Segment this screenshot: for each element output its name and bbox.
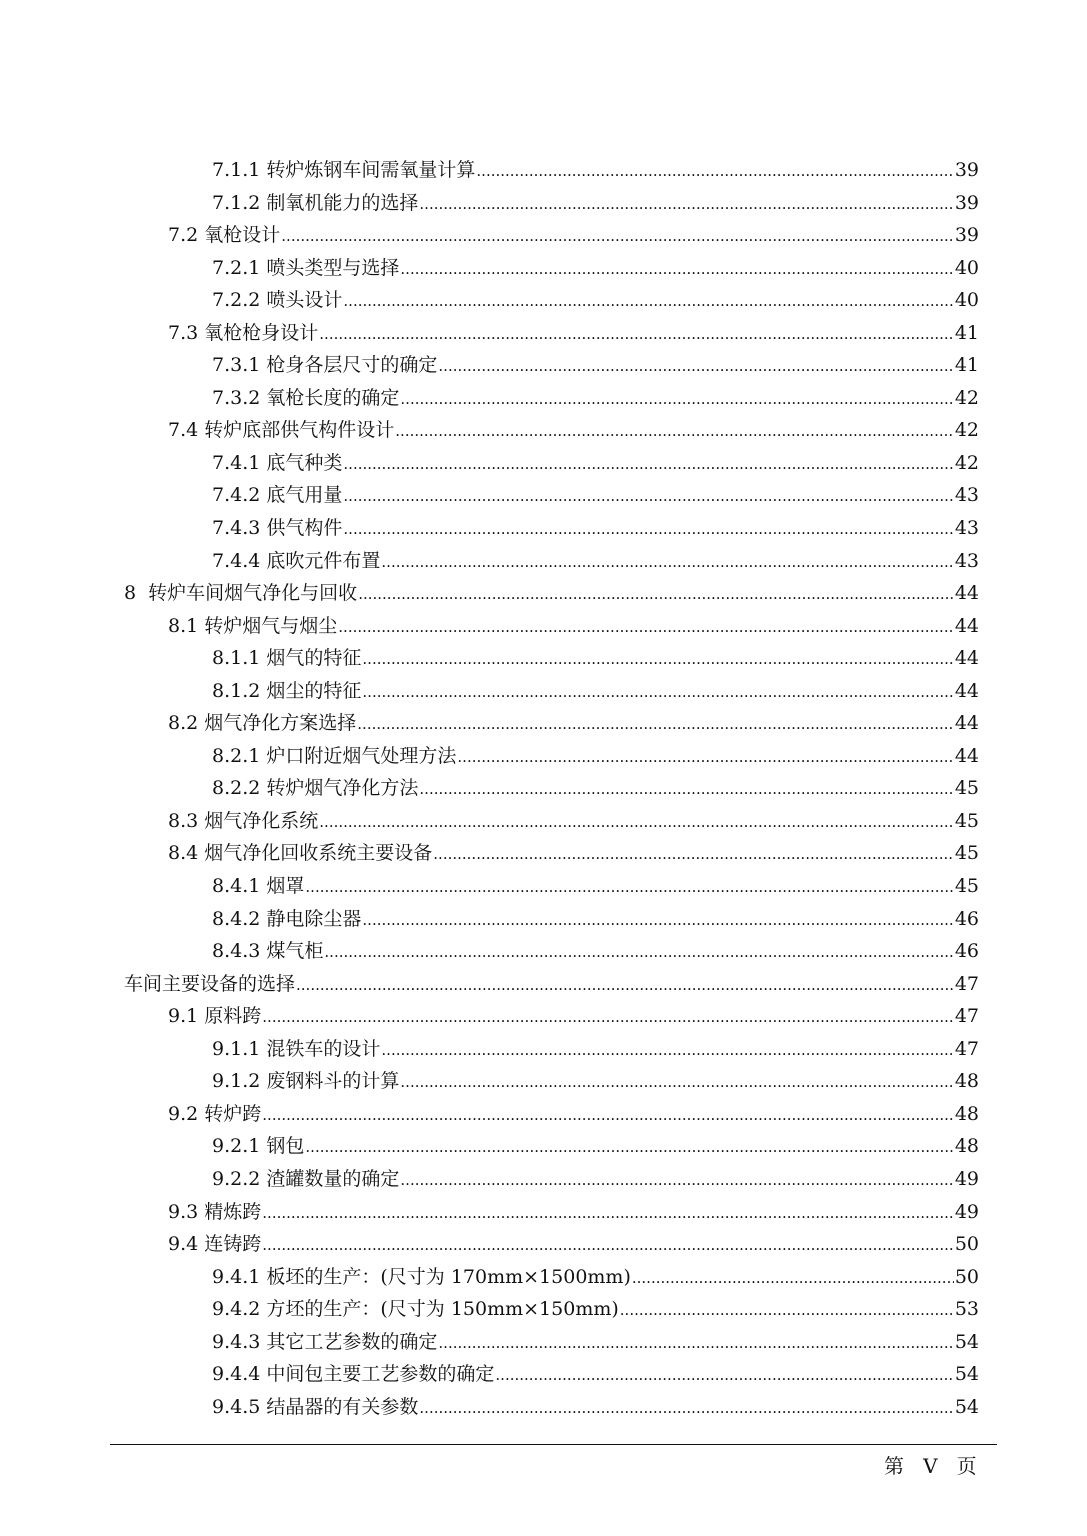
toc-entry-title: 原料跨 (204, 1005, 262, 1028)
toc-entry-title: 结晶器的有关参数 (266, 1395, 419, 1418)
toc-entry-page: 50 (954, 1265, 979, 1288)
toc-entry-number: 8.4.3 (212, 940, 267, 963)
toc-entry-number: 9.3 (168, 1200, 205, 1223)
toc-dot-leader (358, 578, 954, 611)
toc-entry-title: 中间包主要工艺参数的确定 (266, 1363, 495, 1386)
toc-dot-leader (381, 1034, 953, 1067)
toc-entry-number: 9.2.2 (212, 1167, 267, 1190)
toc-entry[interactable] (0, 610, 1087, 643)
toc-entry-page: 40 (954, 256, 979, 279)
toc-entry[interactable] (0, 1293, 1087, 1326)
toc-entry-title: 底吹元件布置 (266, 549, 381, 572)
toc-entry-number: 8.1 (168, 614, 205, 637)
toc-dot-leader (319, 318, 954, 351)
toc-entry[interactable] (0, 1196, 1087, 1229)
toc-entry[interactable] (0, 1163, 1087, 1196)
toc-entry-page: 44 (954, 614, 979, 637)
toc-entry-title: 转炉跨 (204, 1102, 262, 1125)
toc-dot-leader (343, 480, 953, 513)
toc-entry-title: 喷头设计 (266, 289, 343, 312)
toc-entry-page: 44 (954, 582, 979, 605)
toc-dot-leader (381, 546, 953, 579)
toc-entry[interactable] (0, 740, 1087, 773)
toc-entry-title: 氧枪枪身设计 (204, 321, 319, 344)
toc-entry-page: 47 (954, 1005, 979, 1028)
toc-entry-title: 车间主要设备的选择 (124, 972, 296, 995)
toc-entry-number: 8.4.1 (212, 875, 267, 898)
toc-dot-leader (400, 253, 953, 286)
toc-dot-leader (357, 708, 954, 741)
toc-entry-title: 烟罩 (266, 875, 305, 898)
toc-entry-number: 9.4 (168, 1233, 205, 1256)
toc-entry-title: 底气种类 (266, 451, 343, 474)
toc-entry-page: 45 (954, 777, 979, 800)
toc-entry[interactable] (0, 968, 1087, 1001)
toc-entry[interactable] (0, 903, 1087, 936)
table-of-contents (0, 154, 1087, 1423)
toc-dot-leader (296, 969, 954, 1002)
toc-dot-leader (476, 155, 953, 188)
toc-entry-title: 静电除尘器 (266, 907, 362, 930)
toc-entry-page: 42 (954, 451, 979, 474)
toc-entry[interactable] (0, 1326, 1087, 1359)
toc-entry-title: 连铸跨 (204, 1233, 262, 1256)
toc-entry-page: 53 (954, 1298, 979, 1321)
toc-entry-number: 8.2 (168, 712, 205, 735)
toc-entry-page: 39 (954, 224, 979, 247)
footer-page-number: 第 V 页 (884, 1454, 977, 1478)
toc-entry-title: 供气构件 (266, 517, 343, 540)
toc-entry[interactable] (0, 935, 1087, 968)
toc-dot-leader (419, 773, 953, 806)
toc-entry-title: 转炉烟气净化方法 (266, 777, 419, 800)
toc-entry-number: 7.3.1 (212, 354, 267, 377)
toc-entry-title: 转炉底部供气构件设计 (204, 419, 395, 442)
toc-entry-title: 喷头类型与选择 (266, 256, 400, 279)
toc-entry-number: 9.4.2 (212, 1298, 267, 1321)
toc-entry[interactable] (0, 252, 1087, 285)
toc-entry[interactable] (0, 837, 1087, 870)
toc-dot-leader (338, 611, 954, 644)
toc-entry[interactable] (0, 577, 1087, 610)
toc-entry[interactable] (0, 545, 1087, 578)
toc-entry-page: 39 (954, 191, 979, 214)
toc-dot-leader (400, 1164, 953, 1197)
toc-dot-leader (438, 1327, 953, 1360)
toc-entry-page: 46 (954, 940, 979, 963)
toc-dot-leader (324, 936, 953, 969)
toc-entry-number: 7.2.1 (212, 256, 267, 279)
toc-entry-number: 7.1.2 (212, 191, 267, 214)
toc-entry-title: 煤气柜 (266, 940, 324, 963)
toc-entry-number: 7.3.2 (212, 386, 267, 409)
toc-entry-page: 42 (954, 386, 979, 409)
toc-entry-number: 9.1 (168, 1005, 205, 1028)
toc-entry-page: 54 (954, 1363, 979, 1386)
toc-entry[interactable] (0, 284, 1087, 317)
toc-entry-title: 转炉炼钢车间需氧量计算 (266, 159, 476, 181)
toc-dot-leader (400, 383, 953, 416)
toc-entry-page: 42 (954, 419, 979, 442)
toc-entry-number: 7.3 (168, 321, 205, 344)
toc-entry-number: 8.1.1 (212, 647, 267, 670)
toc-entry[interactable] (0, 642, 1087, 675)
toc-entry-title: 钢包 (266, 1135, 305, 1158)
toc-entry-title: 制氧机能力的选择 (266, 191, 419, 214)
toc-entry-number: 9.4.3 (212, 1330, 267, 1353)
toc-entry-page: 49 (954, 1200, 979, 1223)
toc-dot-leader (305, 871, 953, 904)
toc-entry-page: 46 (954, 907, 979, 930)
toc-entry[interactable] (0, 1098, 1087, 1131)
toc-entry-page: 45 (954, 809, 979, 832)
toc-entry-number: 7.2.2 (212, 289, 267, 312)
toc-entry-number: 8.3 (168, 809, 205, 832)
toc-dot-leader (362, 676, 953, 709)
toc-entry-page: 47 (954, 1037, 979, 1060)
toc-entry-number: 7.4 (168, 419, 205, 442)
toc-entry-page: 48 (954, 1135, 979, 1158)
toc-entry-page: 54 (954, 1330, 979, 1353)
toc-entry-title: 转炉车间烟气净化与回收 (148, 582, 358, 605)
toc-entry-number: 8 (124, 582, 149, 605)
toc-entry-title: 烟气的特征 (266, 647, 362, 670)
toc-entry-page: 47 (954, 972, 979, 995)
toc-dot-leader (362, 643, 953, 676)
toc-entry-page: 41 (954, 321, 979, 344)
toc-entry-page: 44 (954, 647, 979, 670)
toc-entry-page: 41 (954, 354, 979, 377)
toc-entry-number: 9.4.4 (212, 1363, 267, 1386)
toc-entry-number: 8.2.1 (212, 744, 267, 767)
toc-entry-page: 40 (954, 289, 979, 312)
toc-entry[interactable] (0, 805, 1087, 838)
toc-dot-leader (262, 1099, 954, 1132)
footer-divider (110, 1444, 997, 1445)
toc-entry[interactable] (0, 1000, 1087, 1033)
toc-dot-leader (620, 1294, 954, 1327)
toc-entry[interactable] (0, 382, 1087, 415)
toc-entry-number: 8.4 (168, 842, 205, 865)
toc-entry-page: 44 (954, 712, 979, 735)
toc-entry-number: 8.4.2 (212, 907, 267, 930)
toc-entry-page: 43 (954, 549, 979, 572)
toc-entry-title: 废钢料斗的计算 (266, 1070, 400, 1093)
toc-entry-number: 9.2 (168, 1102, 205, 1125)
toc-entry-title: 氧枪设计 (204, 224, 281, 247)
toc-entry-number: 7.1.1 (212, 159, 267, 181)
toc-entry-title: 枪身各层尺寸的确定 (266, 354, 438, 377)
toc-entry-title: 烟尘的特征 (266, 679, 362, 702)
toc-dot-leader (495, 1359, 953, 1392)
toc-entry-title: 其它工艺参数的确定 (266, 1330, 438, 1353)
toc-entry-page: 49 (954, 1167, 979, 1190)
toc-dot-leader (262, 1229, 954, 1262)
toc-entry[interactable] (0, 219, 1087, 252)
toc-entry[interactable] (0, 317, 1087, 350)
toc-entry-page: 50 (954, 1233, 979, 1256)
toc-dot-leader (343, 285, 953, 318)
toc-entry-page: 48 (954, 1070, 979, 1093)
toc-entry-title: 渣罐数量的确定 (266, 1167, 400, 1190)
toc-entry-number: 9.2.1 (212, 1135, 267, 1158)
toc-entry-number: 8.1.2 (212, 679, 267, 702)
toc-dot-leader (419, 1392, 953, 1425)
toc-entry-title: 板坯的生产：(尺寸为 170mm×1500mm) (266, 1265, 631, 1288)
toc-entry-title: 底气用量 (266, 484, 343, 507)
toc-dot-leader (262, 1001, 954, 1034)
toc-entry-title: 烟气净化方案选择 (204, 712, 357, 735)
toc-dot-leader (343, 513, 953, 546)
toc-dot-leader (362, 904, 953, 937)
toc-entry[interactable] (0, 414, 1087, 447)
toc-entry-number: 9.4.5 (212, 1395, 267, 1418)
toc-entry-page: 54 (954, 1395, 979, 1418)
toc-entry-page: 43 (954, 484, 979, 507)
toc-dot-leader (433, 838, 954, 871)
toc-entry-title: 转炉烟气与烟尘 (204, 614, 338, 637)
toc-entry-number: 9.1.2 (212, 1070, 267, 1093)
toc-dot-leader (457, 741, 953, 774)
toc-entry-title: 烟气净化系统 (204, 809, 319, 832)
toc-entry[interactable] (0, 870, 1087, 903)
toc-entry[interactable] (0, 1358, 1087, 1391)
toc-entry-page: 44 (954, 679, 979, 702)
toc-entry-page: 43 (954, 517, 979, 540)
toc-entry[interactable] (0, 675, 1087, 708)
toc-entry-number: 7.4.4 (212, 549, 267, 572)
toc-dot-leader (395, 415, 954, 448)
toc-entry-number: 9.4.1 (212, 1265, 267, 1288)
toc-entry-number: 7.4.2 (212, 484, 267, 507)
toc-dot-leader (305, 1131, 953, 1164)
toc-entry-title: 烟气净化回收系统主要设备 (204, 842, 433, 865)
toc-dot-leader (343, 448, 953, 481)
toc-entry[interactable] (0, 154, 1087, 187)
toc-dot-leader (400, 1066, 953, 1099)
toc-entry-number: 7.2 (168, 224, 205, 247)
toc-entry-title: 氧枪长度的确定 (266, 386, 400, 409)
toc-dot-leader (262, 1197, 954, 1230)
toc-entry-number: 7.4.1 (212, 451, 267, 474)
toc-entry[interactable] (0, 187, 1087, 220)
toc-entry[interactable] (0, 1033, 1087, 1066)
toc-dot-leader (632, 1262, 954, 1295)
toc-entry[interactable] (0, 1065, 1087, 1098)
toc-entry-page: 48 (954, 1102, 979, 1125)
toc-entry-page: 44 (954, 744, 979, 767)
toc-dot-leader (319, 806, 954, 839)
toc-dot-leader (281, 220, 954, 253)
toc-entry[interactable] (0, 1130, 1087, 1163)
toc-entry[interactable] (0, 479, 1087, 512)
toc-entry-page: 39 (954, 159, 979, 181)
toc-entry-title: 炉口附近烟气处理方法 (266, 744, 457, 767)
toc-entry[interactable] (0, 1391, 1087, 1424)
toc-entry-title: 精炼跨 (204, 1200, 262, 1223)
toc-entry[interactable] (0, 447, 1087, 480)
toc-entry-title: 混铁车的设计 (266, 1037, 381, 1060)
toc-entry-number: 8.2.2 (212, 777, 267, 800)
toc-entry-number: 9.1.1 (212, 1037, 267, 1060)
toc-entry-number: 7.4.3 (212, 517, 267, 540)
toc-entry[interactable] (0, 512, 1087, 545)
toc-entry[interactable] (0, 1261, 1087, 1294)
toc-entry-page: 45 (954, 875, 979, 898)
toc-dot-leader (419, 188, 953, 221)
toc-entry[interactable] (0, 1228, 1087, 1261)
toc-entry-title: 方坯的生产：(尺寸为 150mm×150mm) (266, 1298, 619, 1321)
toc-dot-leader (438, 350, 953, 383)
toc-entry[interactable] (0, 349, 1087, 382)
toc-entry[interactable] (0, 707, 1087, 740)
toc-entry[interactable] (0, 772, 1087, 805)
toc-entry-page: 45 (954, 842, 979, 865)
